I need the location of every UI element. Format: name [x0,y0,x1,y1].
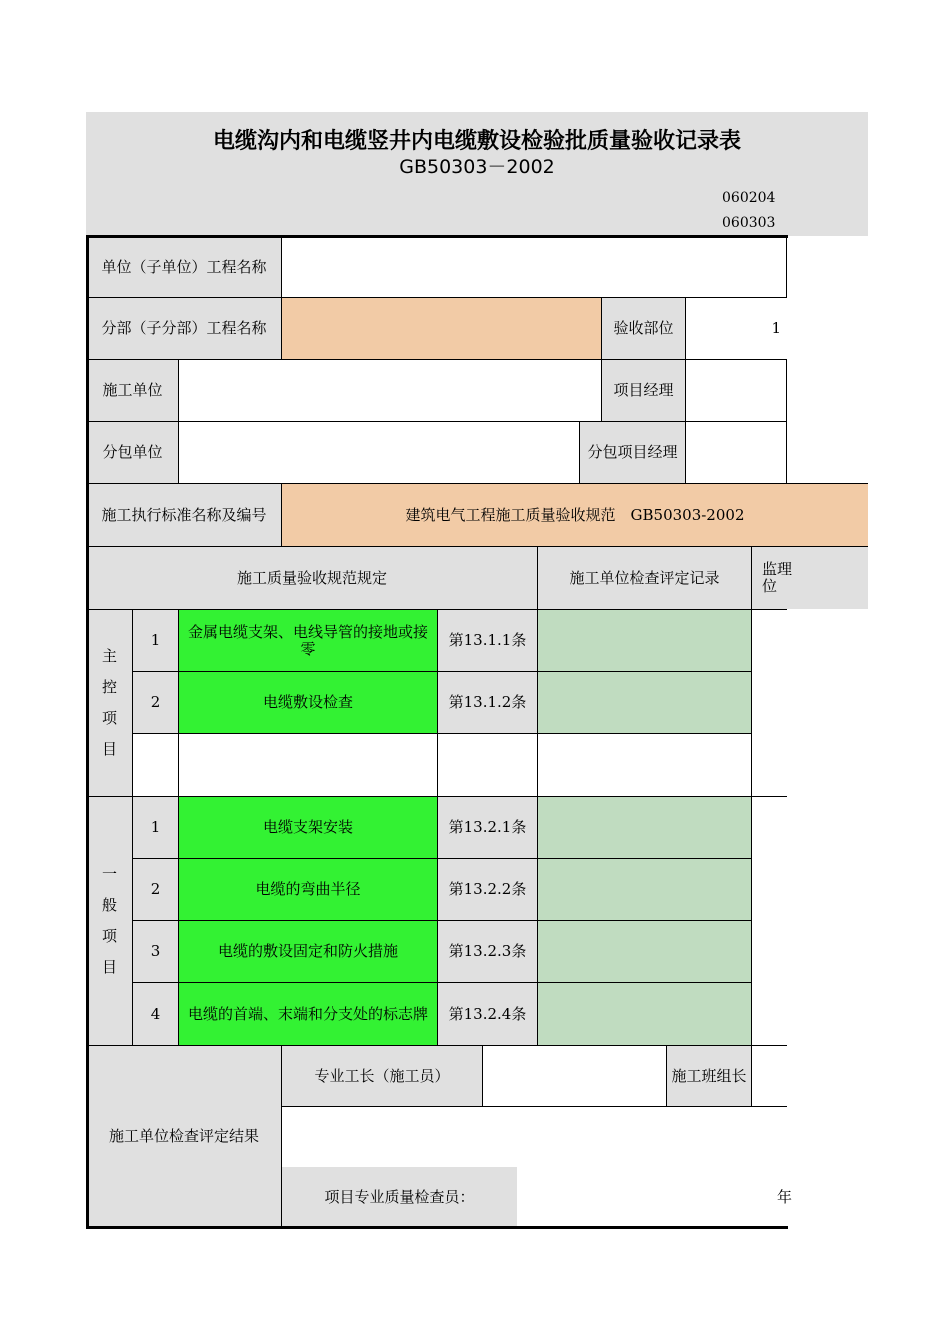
subcontractor-label: 分包单位 [86,421,179,484]
sub-project-manager-label: 分包项目经理 [579,421,686,484]
table-outer-border [86,235,793,1229]
general-row-no: 1 [132,796,179,859]
main-row-clause: 第13.1.2条 [437,671,538,734]
standard-code: GB50303－2002 [399,156,555,178]
general-row-item: 电缆的弯曲半径 [178,858,438,921]
general-row-no: 4 [132,982,179,1046]
project-manager-label: 项目经理 [601,359,686,422]
supervision-header-line-1: 监理 [762,560,793,578]
sub-project-label: 分部（子分部）工程名称 [86,297,282,360]
general-row-item: 电缆支架安装 [178,796,438,859]
main-row-item: 电缆敷设检查 [178,671,438,734]
main-row-no: 2 [132,671,179,734]
general-row-item: 电缆的首端、末端和分支处的标志牌 [178,982,438,1046]
general-row-item: 电缆的敷设固定和防火措施 [178,920,438,983]
right-margin-strip [786,547,868,609]
general-row-clause: 第13.2.1条 [437,796,538,859]
unit-project-label: 单位（子单位）工程名称 [86,236,282,298]
inspector-label: 项目专业质量检查员： [281,1167,518,1228]
general-row-clause: 第13.2.3条 [437,920,538,983]
form-title: 电缆沟内和电缆竖井内电缆敷设检验批质量验收记录表 [212,129,741,154]
team-leader-label: 施工班组长 [666,1045,752,1107]
general-row-clause: 第13.2.4条 [437,982,538,1046]
general-row-no: 2 [132,858,179,921]
date-partial: 年 [777,1187,793,1206]
main-row-item: 金属电缆支架、电线导管的接地或接零 [178,609,438,672]
main-row-no: 1 [132,609,179,672]
main-group-char: 项 [101,709,117,727]
form-code-2: 060303 [722,215,776,231]
record-header: 施工单位检查评定记录 [537,546,752,610]
main-group-char: 主 [101,647,117,665]
foreman-label: 专业工长（施工员） [281,1045,483,1107]
result-label: 施工单位检查评定结果 [86,1045,282,1228]
spec-header: 施工质量验收规范规定 [86,546,538,610]
general-row-no: 3 [132,920,179,983]
acceptance-part-label: 验收部位 [601,297,686,360]
form-code-1: 060204 [722,190,776,206]
general-group-char: 项 [101,927,117,945]
main-group-char: 控 [101,678,117,696]
contractor-label: 施工单位 [86,359,179,422]
general-group-char: 一 [101,865,117,883]
standard-field[interactable]: 建筑电气工程施工质量验收规范 GB50303-2002 [281,483,868,547]
general-group-char: 般 [101,896,117,914]
main-group-char: 目 [101,740,117,758]
general-row-clause: 第13.2.2条 [437,858,538,921]
main-row-clause: 第13.1.1条 [437,609,538,672]
acceptance-part-field[interactable]: 1 [685,297,787,360]
standard-label: 施工执行标准名称及编号 [86,483,282,547]
supervision-header-line-2: 位 [762,577,778,595]
general-group-char: 目 [101,958,117,976]
